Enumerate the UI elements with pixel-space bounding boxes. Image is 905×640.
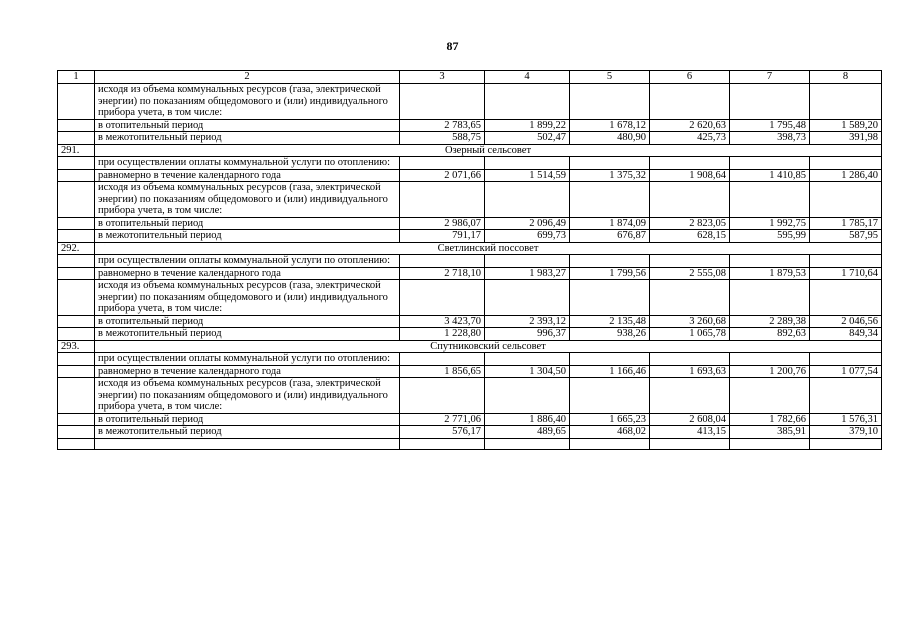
description-row: [58, 255, 882, 268]
empty-cell: [58, 84, 95, 120]
empty-cell: [650, 438, 730, 449]
empty-cell: [485, 438, 570, 449]
empty-cell: [570, 84, 650, 120]
value-cell: 502,47: [485, 132, 570, 145]
value-cell: 2 046,56: [810, 315, 882, 328]
description-cell: при осуществлении оплаты коммунальной услуги по отоплению:: [95, 255, 400, 268]
empty-cell: [730, 182, 810, 218]
description-cell: исходя из объема коммунальных ресурсов (газа, электрической энергии) по показаниям общедомового и (или) индивидуального прибора учета, в том числе:: [95, 378, 400, 414]
value-cell: 1 908,64: [650, 169, 730, 182]
empty-cell: [570, 182, 650, 218]
empty-cell: [58, 132, 95, 145]
empty-cell: [810, 255, 882, 268]
column-header: 3: [400, 71, 485, 84]
empty-cell: [810, 84, 882, 120]
row-label: равномерно в течение календарного года: [95, 169, 400, 182]
value-cell: 1 874,09: [570, 217, 650, 230]
value-cell: 1 782,66: [730, 413, 810, 426]
value-cell: 413,15: [650, 426, 730, 439]
section-row: [58, 144, 882, 157]
row-label: в отопительный период: [95, 119, 400, 132]
value-cell: 1 886,40: [485, 413, 570, 426]
section-row: [58, 242, 882, 255]
empty-cell: [58, 217, 95, 230]
empty-cell: [485, 353, 570, 366]
value-cell: 576,17: [400, 426, 485, 439]
value-cell: 489,65: [485, 426, 570, 439]
value-cell: 1 304,50: [485, 365, 570, 378]
empty-cell: [400, 280, 485, 316]
value-cell: 1 514,59: [485, 169, 570, 182]
value-cell: 1 785,17: [810, 217, 882, 230]
empty-cell: [400, 438, 485, 449]
column-header: 2: [95, 71, 400, 84]
value-cell: 1 166,46: [570, 365, 650, 378]
empty-cell: [730, 353, 810, 366]
value-cell: 2 289,38: [730, 315, 810, 328]
row-label: в межотопительный период: [95, 230, 400, 243]
header-row: [58, 71, 882, 84]
empty-cell: [58, 255, 95, 268]
value-cell: 2 135,48: [570, 315, 650, 328]
empty-cell: [485, 280, 570, 316]
empty-cell: [730, 378, 810, 414]
empty-cell: [58, 182, 95, 218]
empty-cell: [570, 353, 650, 366]
description-row: [58, 157, 882, 170]
column-header: 8: [810, 71, 882, 84]
data-row: [58, 413, 882, 426]
empty-cell: [58, 169, 95, 182]
value-cell: 1 589,20: [810, 119, 882, 132]
value-cell: 791,17: [400, 230, 485, 243]
empty-cell: [400, 157, 485, 170]
value-cell: 2 771,06: [400, 413, 485, 426]
empty-cell: [810, 280, 882, 316]
description-cell: исходя из объема коммунальных ресурсов (газа, электрической энергии) по показаниям общедомового и (или) индивидуального прибора учета, в том числе:: [95, 84, 400, 120]
column-header: 7: [730, 71, 810, 84]
value-cell: 849,34: [810, 328, 882, 341]
value-cell: 2 823,05: [650, 217, 730, 230]
value-cell: 2 071,66: [400, 169, 485, 182]
section-row: [58, 340, 882, 353]
value-cell: 1 576,31: [810, 413, 882, 426]
description-cell: исходя из объема коммунальных ресурсов (газа, электрической энергии) по показаниям общедомового и (или) индивидуального прибора учета, в том числе:: [95, 182, 400, 218]
empty-cell: [58, 365, 95, 378]
empty-cell: [485, 255, 570, 268]
empty-cell: [810, 182, 882, 218]
value-cell: 1 077,54: [810, 365, 882, 378]
row-label: равномерно в течение календарного года: [95, 267, 400, 280]
description-row: [58, 84, 882, 120]
value-cell: 2 393,12: [485, 315, 570, 328]
value-cell: 996,37: [485, 328, 570, 341]
data-row: [58, 119, 882, 132]
empty-cell: [400, 353, 485, 366]
section-number: 291.: [58, 144, 95, 157]
empty-cell: [730, 255, 810, 268]
column-header: 1: [58, 71, 95, 84]
empty-cell: [730, 84, 810, 120]
empty-row: [58, 438, 882, 449]
empty-cell: [650, 280, 730, 316]
value-cell: 699,73: [485, 230, 570, 243]
description-cell: при осуществлении оплаты коммунальной услуги по отоплению:: [95, 353, 400, 366]
value-cell: 480,90: [570, 132, 650, 145]
value-cell: 3 260,68: [650, 315, 730, 328]
value-cell: 1 799,56: [570, 267, 650, 280]
data-row: [58, 267, 882, 280]
value-cell: 1 879,53: [730, 267, 810, 280]
section-title: Светлинский поссовет: [95, 242, 882, 255]
data-row: [58, 217, 882, 230]
value-cell: 379,10: [810, 426, 882, 439]
value-cell: 398,73: [730, 132, 810, 145]
row-label: в отопительный период: [95, 413, 400, 426]
empty-cell: [58, 315, 95, 328]
value-cell: 1 286,40: [810, 169, 882, 182]
column-header: 6: [650, 71, 730, 84]
data-row: [58, 365, 882, 378]
value-cell: 1 410,85: [730, 169, 810, 182]
empty-cell: [400, 378, 485, 414]
row-label: равномерно в течение календарного года: [95, 365, 400, 378]
empty-cell: [400, 255, 485, 268]
value-cell: 1 983,27: [485, 267, 570, 280]
value-cell: 2 620,63: [650, 119, 730, 132]
data-row: [58, 169, 882, 182]
data-row: [58, 426, 882, 439]
description-row: [58, 182, 882, 218]
value-cell: 1 228,80: [400, 328, 485, 341]
value-cell: 595,99: [730, 230, 810, 243]
empty-cell: [650, 84, 730, 120]
empty-cell: [485, 84, 570, 120]
value-cell: 2 096,49: [485, 217, 570, 230]
empty-cell: [730, 438, 810, 449]
value-cell: 2 555,08: [650, 267, 730, 280]
data-row: [58, 230, 882, 243]
row-label: в межотопительный период: [95, 328, 400, 341]
empty-cell: [58, 230, 95, 243]
empty-cell: [650, 255, 730, 268]
row-label: в отопительный период: [95, 315, 400, 328]
empty-cell: [485, 157, 570, 170]
empty-cell: [810, 438, 882, 449]
section-number: 293.: [58, 340, 95, 353]
value-cell: 1 992,75: [730, 217, 810, 230]
empty-cell: [58, 353, 95, 366]
empty-cell: [650, 378, 730, 414]
empty-cell: [650, 157, 730, 170]
data-row: [58, 315, 882, 328]
description-row: [58, 280, 882, 316]
value-cell: 588,75: [400, 132, 485, 145]
value-cell: 2 608,04: [650, 413, 730, 426]
empty-cell: [58, 413, 95, 426]
value-cell: 1 693,63: [650, 365, 730, 378]
value-cell: 1 710,64: [810, 267, 882, 280]
empty-cell: [810, 378, 882, 414]
empty-cell: [58, 426, 95, 439]
value-cell: 587,95: [810, 230, 882, 243]
data-row: [58, 328, 882, 341]
value-cell: 2 718,10: [400, 267, 485, 280]
value-cell: 1 665,23: [570, 413, 650, 426]
empty-cell: [570, 280, 650, 316]
description-row: [58, 378, 882, 414]
tariff-table: [57, 70, 882, 450]
empty-cell: [485, 378, 570, 414]
empty-cell: [400, 182, 485, 218]
empty-cell: [570, 438, 650, 449]
value-cell: 892,63: [730, 328, 810, 341]
column-header: 5: [570, 71, 650, 84]
value-cell: 1 375,32: [570, 169, 650, 182]
row-label: в отопительный период: [95, 217, 400, 230]
description-row: [58, 353, 882, 366]
empty-cell: [485, 182, 570, 218]
section-number: 292.: [58, 242, 95, 255]
empty-cell: [730, 157, 810, 170]
value-cell: 3 423,70: [400, 315, 485, 328]
empty-cell: [58, 378, 95, 414]
empty-cell: [650, 182, 730, 218]
description-cell: исходя из объема коммунальных ресурсов (газа, электрической энергии) по показаниям общедомового и (или) индивидуального прибора учета, в том числе:: [95, 280, 400, 316]
value-cell: 1 200,76: [730, 365, 810, 378]
value-cell: 1 678,12: [570, 119, 650, 132]
empty-cell: [95, 438, 400, 449]
empty-cell: [58, 267, 95, 280]
empty-cell: [810, 157, 882, 170]
page-number: 87: [446, 39, 459, 53]
empty-cell: [570, 157, 650, 170]
row-label: в межотопительный период: [95, 132, 400, 145]
empty-cell: [570, 255, 650, 268]
section-title: Озерный сельсовет: [95, 144, 882, 157]
row-label: в межотопительный период: [95, 426, 400, 439]
empty-cell: [58, 328, 95, 341]
value-cell: 676,87: [570, 230, 650, 243]
empty-cell: [810, 353, 882, 366]
table-body: [58, 71, 882, 450]
empty-cell: [650, 353, 730, 366]
value-cell: 2 986,07: [400, 217, 485, 230]
value-cell: 391,98: [810, 132, 882, 145]
data-row: [58, 132, 882, 145]
empty-cell: [570, 378, 650, 414]
value-cell: 2 783,65: [400, 119, 485, 132]
value-cell: 425,73: [650, 132, 730, 145]
empty-cell: [730, 280, 810, 316]
empty-cell: [400, 84, 485, 120]
value-cell: 468,02: [570, 426, 650, 439]
empty-cell: [58, 157, 95, 170]
value-cell: 1 065,78: [650, 328, 730, 341]
empty-cell: [58, 438, 95, 449]
empty-cell: [58, 119, 95, 132]
value-cell: 1 795,48: [730, 119, 810, 132]
value-cell: 1 856,65: [400, 365, 485, 378]
value-cell: 1 899,22: [485, 119, 570, 132]
value-cell: 628,15: [650, 230, 730, 243]
description-cell: при осуществлении оплаты коммунальной услуги по отоплению:: [95, 157, 400, 170]
value-cell: 385,91: [730, 426, 810, 439]
section-title: Спутниковский сельсовет: [95, 340, 882, 353]
column-header: 4: [485, 71, 570, 84]
value-cell: 938,26: [570, 328, 650, 341]
empty-cell: [58, 280, 95, 316]
